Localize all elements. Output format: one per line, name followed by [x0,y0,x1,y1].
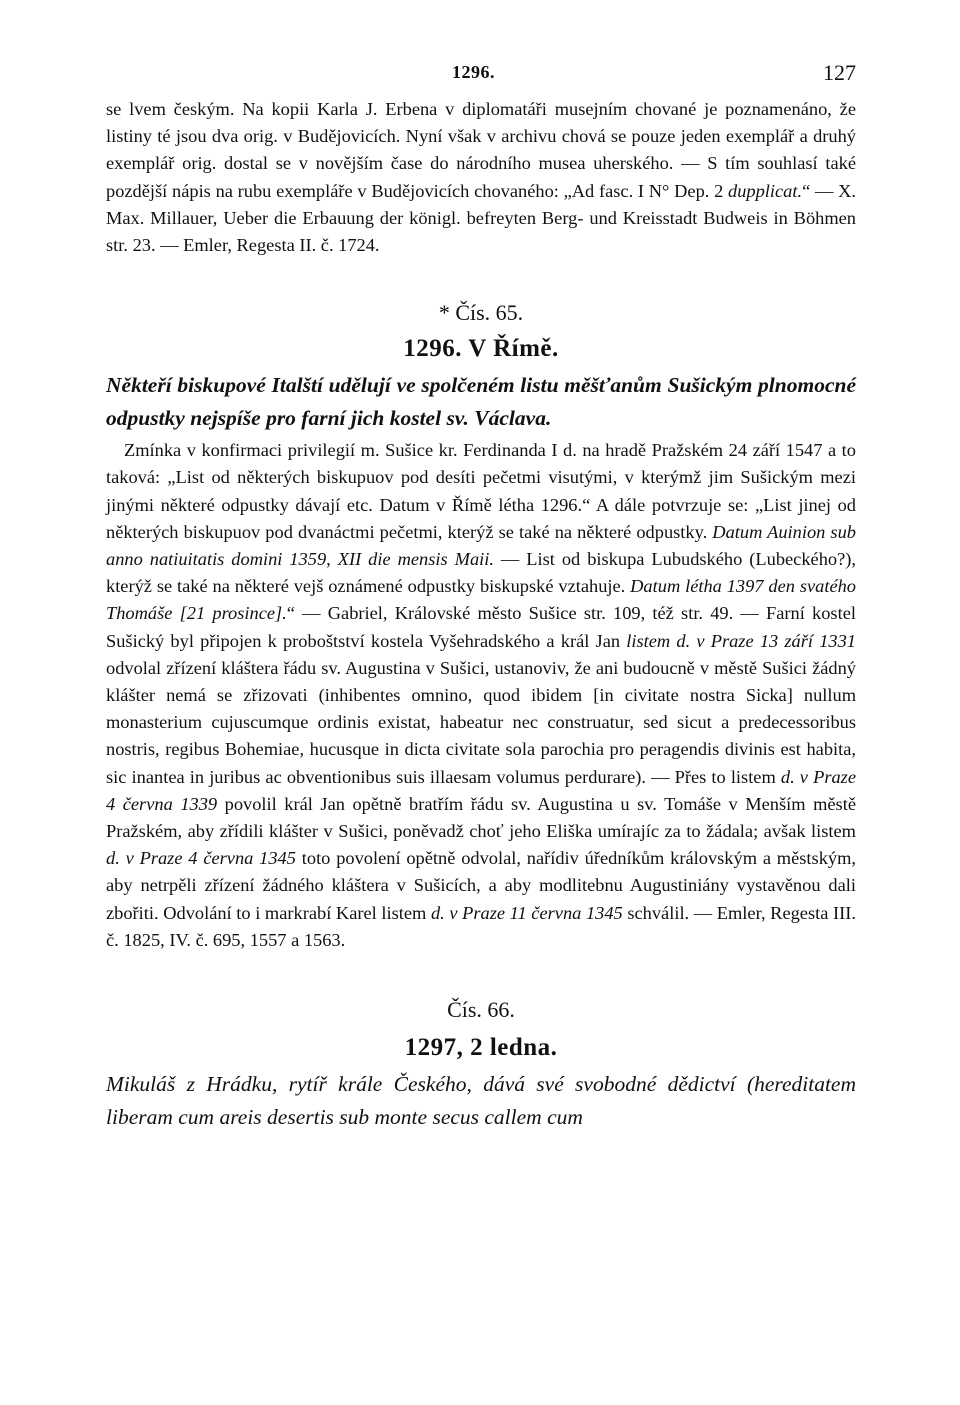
text-segment-italic: Datum létha 1397 den svatého Thomáše [21 prosince]. [106,576,856,624]
text-segment: “ — Gabriel, Královské město Sušice str. 109, též str. 49. — Farní kostel Sušický byl připojen k proboštství kostela Vyšehradského a král Jan [106,603,856,651]
text-segment-italic: Datum Auinion sub anno natiuitatis domini 1359, XII die mensis Maii. [106,521,856,570]
intro-paragraph [106,96,856,259]
text-segment: se lvem českým. Na kopii Karla J. Erbena v diplomatáři musejním chované je poznamenáno, že listiny té jsou dva orig. v Budějovicích. Nyní však v archivu chová se pouze jeden exemplář a druhý exemplář orig. dostal se v novějším čase do národního musea uherského. — S tím souhlasí také pozdější nápis na rubu exempláře v Budějovicích chovaného: „Ad fasc. I N° Dep. 2 [106,99,856,201]
text-segment: schválil. — Emler, Regesta III. č. 1825, IV. č. 695, 1557 a 1563. [106,902,856,950]
text-segment: odvolal zřízení kláštera řádu sv. Augustina v Sušici, ustanoviv, že ani budoucně v městě Sušici žádný klášter nemá se zřizovati (inhibentes omnino, quod ibidem [in civitate nostra Sicka] nullum monasterium cujuscumque ordinis existat, habeatur nec construatur, sed sicut a predecessoribus nostris, regibus Bohemiae, hucusque in dicta civitate sola parochia pro peragendis divinis est habita, sic inantea in juribus ac obventionibus suis illaesam volumus perdurare). — Přes to listem [106,657,856,787]
text-segment-italic: d. v Praze 11 června 1345 [430,902,623,923]
document-page [106,62,856,1134]
text-segment-italic: d. v Praze 4 června 1345 [106,848,296,869]
text-segment: toto povolení opětně odvolal, nařídiv úředníkům královským a městským, aby netrpěli zřízení žádného kláštera v Sušicích, a aby modlitebnu Augustiniány vystavěnou dali zbořiti. Odvolání to i markrabí Karel listem [106,848,856,923]
text-segment-italic: listem d. v Praze 13 září 1331 [626,630,856,651]
running-head [106,62,856,96]
text-segment: — List od biskupa Lubudského (Lubeckého?), kterýž se také na některé vejš oznámené odpustky biskupské vztahuje. [106,549,856,597]
text-segment: Zmínka v konfirmaci privilegií m. Sušice kr. Ferdinanda I d. na hradě Pražském 24 září 1547 a to taková: „List od některých biskupuov pod desíti pečetmi visutými, v kterýmž jim Sušickým mezi jinými některé odpustky dávají etc. Datum v Římě létha 1296.“ A dále potvrzuje se: „List jinej od některých biskupuov pod dvanáctmi pečetmi, kterýž se také na některé odpustky. [106,440,856,542]
section-number-66: Čís. 66. [447,997,515,1023]
section-65-body [106,437,856,954]
regest-66: Mikuláš z Hrádku, rytíř krále Českého, dává své svobodné dědictví (hereditatem liberam cum areis desertis sub monte secus callem cum [106,1072,856,1130]
text-segment: povolil král Jan opětně bratřím řádu sv. Augustina u sv. Tomáše v Menším městě Pražském, aby zřídili klášter v Sušici, poněvadž choť jeho Eliška umírajíc za to žádala; avšak listem [106,793,856,842]
section-date-65: 1296. V Římě. [403,335,559,363]
regest-65: Někteří biskupové Italští udělují ve spolčeném listu měšťanům Sušickým plnomocné odpustky nejspíše pro farní jich kostel sv. Václava. [106,373,856,431]
text-segment: “ — X. Max. Millauer, Ueber die Erbauung der königl. befreyten Berg- und Kreisstadt Budweis in Böhmen str. 23. — Emler, Regesta II. č. 1724. [106,180,856,256]
text-segment-italic: dupplicat. [728,180,803,201]
text-segment-italic: d. v Praze 4 června 1339 [106,766,856,814]
page-number: 127 [823,60,856,85]
running-head-year: 1296. [452,62,495,82]
section-number-65: * Čís. 65. [438,300,524,326]
section-date-66: 1297, 2 ledna. [404,1034,558,1062]
